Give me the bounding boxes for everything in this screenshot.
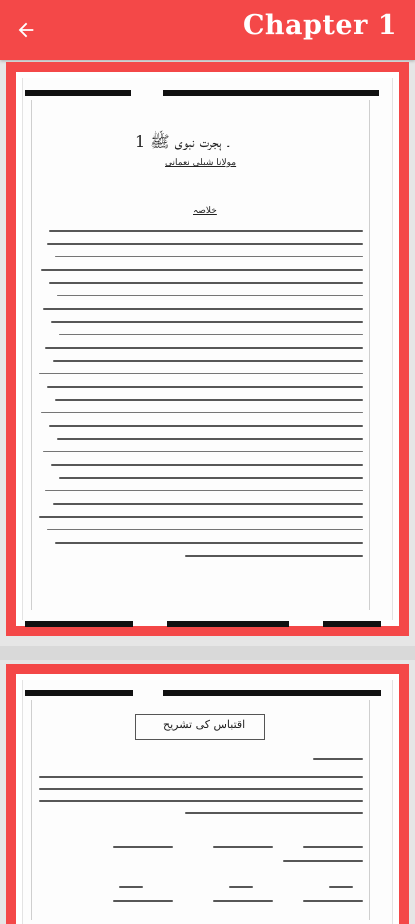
page-image-2 — [16, 674, 399, 924]
text-line — [49, 282, 363, 284]
back-button[interactable] — [12, 16, 40, 44]
chapter-heading: 1 ۔ ہجرت نبوی ﷺ — [135, 132, 230, 151]
text-line — [303, 900, 363, 902]
text-line — [119, 886, 143, 888]
body-text-block — [39, 750, 363, 920]
page-header-bar — [25, 90, 131, 96]
text-line — [213, 846, 273, 848]
text-line — [59, 477, 363, 479]
section-heading-2: اقتباس کی تشریح — [163, 718, 246, 731]
text-line — [113, 900, 173, 902]
text-line — [43, 308, 363, 310]
section-heading: خلاصہ — [193, 206, 217, 216]
page-header-bar — [163, 690, 381, 696]
text-line — [47, 386, 363, 388]
text-line — [41, 269, 363, 271]
text-line — [51, 464, 363, 466]
page-margin-line — [31, 700, 32, 920]
page-header-bar — [163, 90, 379, 96]
text-line — [185, 812, 363, 814]
text-line — [47, 529, 363, 530]
page-footer-bar — [323, 621, 381, 627]
text-line — [39, 800, 363, 802]
arrow-left-icon — [15, 19, 37, 41]
page-footer-bar — [167, 621, 289, 627]
text-line — [39, 516, 363, 518]
text-line — [229, 886, 253, 888]
page-separator — [0, 646, 415, 660]
text-line — [113, 846, 173, 848]
text-line — [53, 503, 363, 505]
text-line — [55, 399, 363, 401]
text-line — [53, 360, 363, 362]
text-line — [43, 451, 363, 452]
page-margin-line — [31, 100, 32, 610]
text-line — [185, 555, 363, 557]
page-title: Chapter 1 — [242, 10, 397, 41]
page-card-2[interactable] — [6, 664, 409, 924]
page-image-1 — [16, 72, 399, 626]
page-card-1[interactable] — [6, 62, 409, 636]
page-header-bar — [25, 690, 133, 696]
text-line — [49, 230, 363, 232]
page-margin-line — [369, 700, 370, 920]
page-margin-line — [369, 100, 370, 610]
page-footer-bar — [25, 621, 133, 627]
author-name: مولانا شبلی نعمانی — [165, 158, 237, 168]
text-line — [41, 412, 363, 413]
text-line — [329, 886, 353, 888]
text-line — [55, 542, 363, 544]
text-line — [57, 295, 363, 296]
text-line — [313, 758, 363, 760]
text-line — [45, 347, 363, 349]
text-line — [45, 490, 363, 491]
text-line — [55, 256, 363, 257]
text-line — [213, 900, 273, 902]
scanned-page-1 — [22, 78, 393, 620]
text-line — [49, 425, 363, 427]
text-line — [39, 776, 363, 778]
scanned-page-2 — [22, 680, 393, 924]
text-line — [283, 860, 363, 862]
text-line — [39, 373, 363, 374]
text-line — [59, 334, 363, 335]
body-text-block — [39, 230, 363, 570]
text-line — [47, 243, 363, 245]
text-line — [51, 321, 363, 323]
text-line — [57, 438, 363, 440]
app-bar — [0, 0, 415, 60]
text-line — [303, 846, 363, 848]
text-line — [39, 788, 363, 790]
